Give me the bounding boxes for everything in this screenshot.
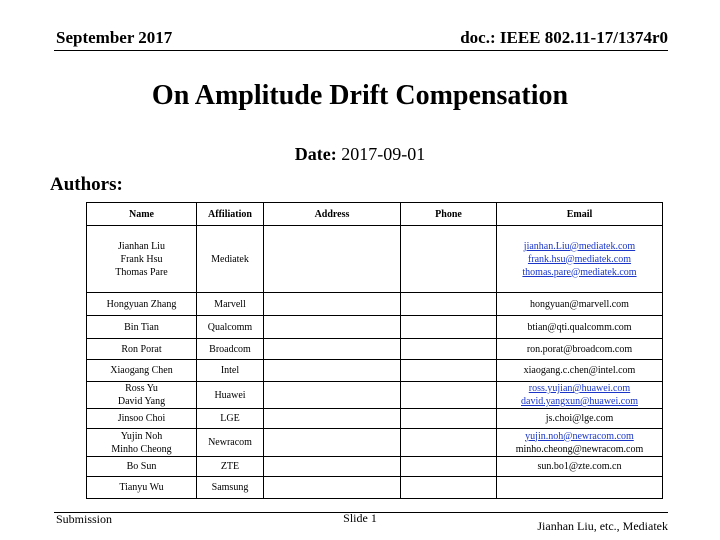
phone-cell bbox=[401, 226, 497, 293]
header-divider bbox=[54, 50, 668, 51]
affiliation-cell: Intel bbox=[197, 360, 264, 382]
author-name: David Yang bbox=[117, 396, 166, 407]
author-name-cell bbox=[87, 226, 197, 293]
address-cell bbox=[264, 409, 401, 429]
email-cell bbox=[497, 339, 663, 360]
authors-table bbox=[86, 202, 663, 499]
table-row bbox=[87, 457, 663, 477]
email-text: minho.cheong@newracom.com bbox=[515, 443, 644, 455]
col-header-phone: Phone bbox=[401, 203, 497, 226]
email-text: btian@qti.qualcomm.com bbox=[527, 321, 632, 333]
email-cell bbox=[497, 457, 663, 477]
author-name: Ron Porat bbox=[121, 343, 162, 355]
email-cell bbox=[497, 382, 663, 409]
author-name-cell bbox=[87, 382, 197, 409]
table-row bbox=[87, 360, 663, 382]
author-name-cell bbox=[87, 339, 197, 360]
address-cell bbox=[264, 360, 401, 382]
table-header-row bbox=[87, 203, 663, 226]
table-row bbox=[87, 293, 663, 316]
affiliation-cell: LGE bbox=[197, 409, 264, 429]
header-date: September 2017 bbox=[56, 28, 173, 47]
author-name: Hongyuan Zhang bbox=[106, 298, 177, 310]
affiliation-cell: Marvell bbox=[197, 293, 264, 316]
author-name: Jinsoo Choi bbox=[117, 413, 166, 424]
email-text: sun.bo1@zte.com.cn bbox=[537, 461, 622, 472]
email-link[interactable]: frank.hsu@mediatek.com bbox=[527, 253, 632, 265]
author-name: Frank Hsu bbox=[120, 253, 163, 265]
author-name: Yujin Noh bbox=[120, 430, 163, 442]
address-cell bbox=[264, 339, 401, 360]
address-cell bbox=[264, 293, 401, 316]
affiliation-cell: Huawei bbox=[197, 382, 264, 409]
email-cell bbox=[497, 477, 663, 499]
email-link[interactable]: thomas.pare@mediatek.com bbox=[522, 266, 637, 278]
author-name: Bin Tian bbox=[124, 321, 159, 333]
author-name: Jianhan Liu bbox=[118, 240, 165, 252]
col-header-address: Address bbox=[264, 203, 401, 226]
phone-cell bbox=[401, 429, 497, 457]
phone-cell bbox=[401, 316, 497, 339]
phone-cell bbox=[401, 457, 497, 477]
table-row bbox=[87, 429, 663, 457]
author-name-cell bbox=[87, 409, 197, 429]
email-cell bbox=[497, 429, 663, 457]
affiliation-cell: Broadcom bbox=[197, 339, 264, 360]
header-doc-id: doc.: IEEE 802.11-17/1374r0 bbox=[460, 28, 668, 47]
address-cell bbox=[264, 457, 401, 477]
address-cell bbox=[264, 477, 401, 499]
affiliation-cell: Samsung bbox=[197, 477, 264, 499]
slide-number: Slide 1 bbox=[343, 511, 377, 525]
author-name: Ross Yu bbox=[125, 383, 158, 394]
email-cell bbox=[497, 316, 663, 339]
phone-cell bbox=[401, 409, 497, 429]
footer-authors: Jianhan Liu, etc., Mediatek bbox=[537, 519, 668, 533]
authors-table-body bbox=[87, 226, 663, 499]
author-name-cell bbox=[87, 293, 197, 316]
email-link[interactable]: jianhan.Liu@mediatek.com bbox=[523, 240, 636, 252]
slide-title: On Amplitude Drift Compensation bbox=[151, 80, 569, 111]
author-name: Minho Cheong bbox=[111, 443, 172, 455]
phone-cell bbox=[401, 293, 497, 316]
author-name-cell bbox=[87, 477, 197, 499]
table-row bbox=[87, 316, 663, 339]
email-text: js.choi@lge.com bbox=[545, 413, 614, 424]
date-label: Date: bbox=[294, 144, 337, 164]
email-text: hongyuan@marvell.com bbox=[530, 298, 629, 310]
author-name: Bo Sun bbox=[126, 461, 157, 472]
email-link[interactable]: yujin.noh@newracom.com bbox=[525, 430, 634, 442]
author-name-cell bbox=[87, 457, 197, 477]
address-cell bbox=[264, 429, 401, 457]
email-cell bbox=[497, 226, 663, 293]
address-cell bbox=[264, 382, 401, 409]
email-cell bbox=[497, 409, 663, 429]
author-name: Tianyu Wu bbox=[119, 482, 164, 493]
phone-cell bbox=[401, 339, 497, 360]
affiliation-cell: ZTE bbox=[197, 457, 264, 477]
email-link[interactable]: david.yangxun@huawei.com bbox=[521, 396, 638, 407]
authors-heading: Authors: bbox=[50, 174, 123, 195]
address-cell bbox=[264, 226, 401, 293]
email-text: xiaogang.c.chen@intel.com bbox=[523, 365, 636, 376]
date-value: 2017-09-01 bbox=[341, 144, 426, 164]
col-header-affiliation: Affiliation bbox=[197, 203, 264, 226]
phone-cell bbox=[401, 360, 497, 382]
date-line bbox=[0, 144, 720, 165]
table-row bbox=[87, 339, 663, 360]
col-header-name: Name bbox=[87, 203, 197, 226]
author-name-cell bbox=[87, 360, 197, 382]
email-link[interactable]: ross.yujian@huawei.com bbox=[528, 383, 631, 394]
phone-cell bbox=[401, 382, 497, 409]
affiliation-cell: Newracom bbox=[197, 429, 264, 457]
affiliation-cell: Mediatek bbox=[197, 226, 264, 293]
table-row bbox=[87, 409, 663, 429]
author-name-cell bbox=[87, 429, 197, 457]
phone-cell bbox=[401, 477, 497, 499]
table-row bbox=[87, 226, 663, 293]
email-cell bbox=[497, 293, 663, 316]
address-cell bbox=[264, 316, 401, 339]
email-cell bbox=[497, 360, 663, 382]
affiliation-cell: Qualcomm bbox=[197, 316, 264, 339]
author-name-cell bbox=[87, 316, 197, 339]
email-text: ron.porat@broadcom.com bbox=[526, 343, 633, 355]
table-row bbox=[87, 477, 663, 499]
author-name: Thomas Pare bbox=[115, 266, 168, 278]
footer-submission: Submission bbox=[56, 512, 113, 526]
author-name: Xiaogang Chen bbox=[110, 365, 173, 376]
col-header-email: Email bbox=[497, 203, 663, 226]
table-row bbox=[87, 382, 663, 409]
